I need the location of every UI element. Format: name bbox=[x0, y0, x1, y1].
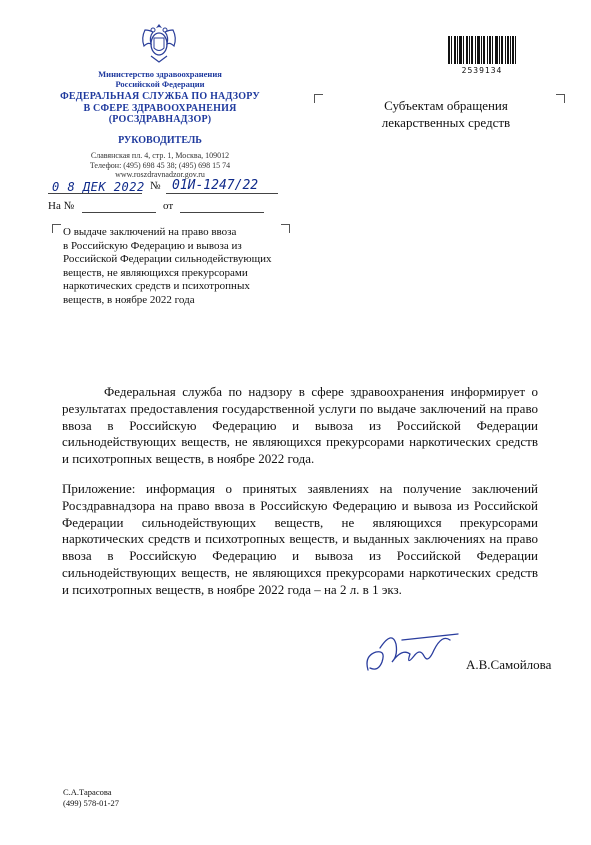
agency-name bbox=[40, 91, 280, 126]
body-paragraph-1: Федеральная служба по надзору в сфере здравоохранения информирует о результатах предоставления государственной услуги по выдаче заключений на право ввоза в Российскую Федерацию и вывоза из Российской Федерации сильнодействующих веществ, не являющихся прекурсорами наркотических средств и психотропных веществ, в ноябре 2022 года. bbox=[62, 384, 538, 467]
coat-of-arms-emblem bbox=[137, 20, 181, 66]
agency-line-2: В СФЕРЕ ЗДРАВООХРАНЕНИЯ bbox=[83, 102, 237, 114]
body-paragraph-2: Приложение: информация о принятых заявлениях на получение заключений Росздравнадзора на право ввоза в Российскую Федерацию и вывоза из Российской Федерации сильнодействующих веществ, не являющихся прекурсорами наркотических средств и психотропных веществ, и выданных заключениях на право ввоза в Российскую Федерацию и вывоза из Российской Федерации сильнодействующих веществ, не являющихся прекурсорами наркотических средств и психотропных веществ, в ноябре 2022 года – на 2 л. в 1 экз. bbox=[62, 481, 538, 597]
subject-line: веществ, в ноябре 2022 года bbox=[63, 293, 195, 306]
reference-line bbox=[40, 200, 280, 216]
address: Славянская пл. 4, стр. 1, Москва, 109012 bbox=[90, 151, 230, 160]
subject bbox=[63, 226, 283, 308]
recipient-line-2: лекарственных средств bbox=[381, 115, 511, 130]
registration-number: 01И-1247/22 bbox=[172, 178, 259, 193]
recipient-line-1: Субъектам обращения bbox=[384, 98, 508, 113]
subject-line: в Российскую Федерацию и вывоза из bbox=[63, 239, 242, 252]
executor-phone: (499) 578-01-27 bbox=[63, 798, 119, 808]
registration-line bbox=[40, 178, 280, 198]
agency-line-3: (РОСЗДРАВНАДЗОР) bbox=[108, 114, 212, 125]
signatory-name: А.В.Самойлова bbox=[466, 657, 552, 672]
recipient bbox=[346, 97, 546, 131]
agency-line-1: ФЕДЕРАЛЬНАЯ СЛУЖБА ПО НАДЗОРУ bbox=[60, 91, 260, 102]
ref-underline bbox=[82, 212, 156, 213]
ref-label: На № bbox=[48, 200, 75, 212]
barcode bbox=[448, 36, 516, 64]
phone-numbers: Телефон: (495) 698 45 38; (495) 698 15 74 bbox=[89, 160, 231, 170]
barcode-number: 2539134 bbox=[461, 66, 503, 75]
ministry-line-1: Министерство здравоохранения bbox=[98, 69, 222, 79]
subject-line: веществ, не являющихся прекурсорами bbox=[63, 266, 248, 279]
subject-line: О выдаче заключений на право ввоза bbox=[63, 226, 237, 238]
subject-line: Российской Федерации сильнодействующих bbox=[63, 253, 272, 266]
recipient-bracket-right bbox=[556, 94, 565, 103]
from-underline bbox=[180, 212, 264, 213]
website: www.roszdravnadzor.gov.ru bbox=[115, 170, 205, 179]
number-underline bbox=[166, 193, 278, 194]
executor-name: С.А.Тарасова bbox=[63, 787, 112, 797]
head-title: РУКОВОДИТЕЛЬ bbox=[118, 135, 202, 146]
date-underline bbox=[48, 193, 142, 194]
registration-date: 0 8 ДЕК 2022 bbox=[52, 180, 145, 194]
number-sign: № bbox=[150, 180, 161, 192]
subject-bracket-left bbox=[52, 224, 61, 233]
executor-info bbox=[63, 787, 119, 809]
recipient-bracket-left bbox=[314, 94, 323, 103]
from-label: от bbox=[163, 200, 174, 212]
address-block bbox=[40, 151, 280, 180]
ministry-name bbox=[50, 69, 270, 89]
ministry-line-2: Российской Федерации bbox=[115, 79, 205, 89]
handwritten-signature bbox=[362, 626, 462, 678]
subject-line: наркотических средств и психотропных bbox=[63, 280, 250, 293]
